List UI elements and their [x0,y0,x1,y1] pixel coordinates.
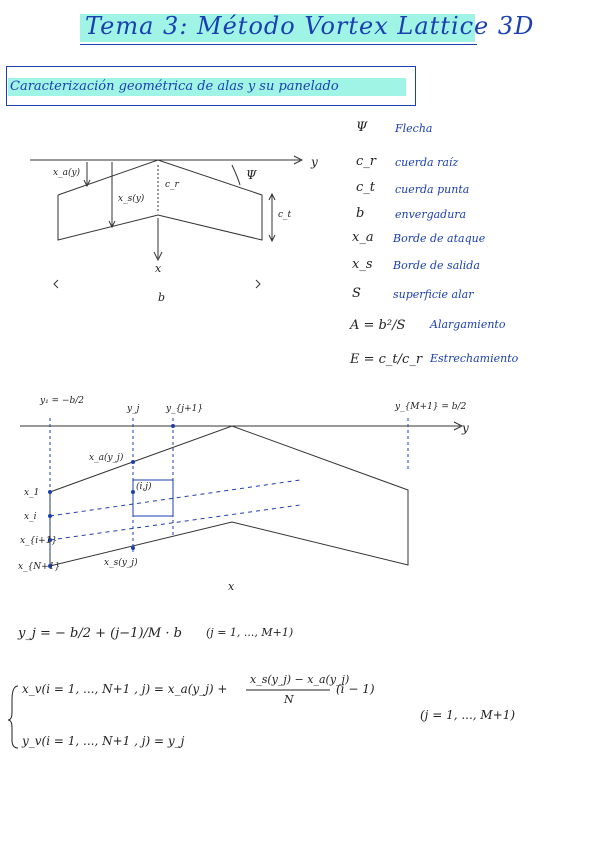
legend-definition: Estrechamiento [430,352,519,365]
legend-symbol: c_r [356,154,376,169]
equation-range: (j = 1, ..., M+1) [420,708,516,722]
ct-label: c_t [278,210,292,220]
xs-yj-label: x_s(y_j) [104,558,138,568]
row-label: x_i [24,512,37,522]
wing-outline-1 [58,160,262,240]
equation-xv-denominator: N [284,693,294,706]
legend-symbol: S [352,286,361,301]
span-arrow-left [54,280,58,288]
legend-symbol: c_t [356,180,376,195]
section-subtitle: Caracterización geométrica de alas y su panelado [10,79,339,94]
legend-definition: Borde de ataque [393,232,486,245]
equation-yj-range: (j = 1, ..., M+1) [206,626,294,639]
panel-ij-label: (i,j) [136,482,152,492]
x-axis-label: x [155,262,162,275]
sweep-arc [232,165,240,185]
legend-definition: envergadura [395,208,467,221]
cr-label: c_r [165,180,179,190]
legend-symbol: b [356,206,365,221]
legend-symbol: A = b²/S [350,318,406,333]
yj-label: y_j [127,404,140,414]
equation-xv-left: x_v(i = 1, ..., N+1 , j) = x_a(y_j) + [22,682,228,696]
equation-yj: y_j = − b/2 + (j−1)/M · b [18,626,182,641]
legend-definition: Flecha [395,122,433,135]
legend-symbol: E = c_t/c_r [350,352,423,367]
sweep-label: Ψ [246,168,257,182]
span-label: b [158,291,166,304]
row-label: x_1 [24,488,40,498]
legend-definition: Borde de salida [393,259,480,272]
row-label: x_{N+1} [18,562,61,572]
y-axis-label: y [311,155,318,169]
panel-grid [50,418,408,566]
equation-xv-numerator: x_s(y_j) − x_a(y_j) [250,673,350,686]
equation-brace [8,686,18,748]
y-axis-label-2: y [462,421,469,435]
y-left-label: y₁ = −b/2 [40,396,85,406]
legend-definition: cuerda punta [395,183,470,196]
xa-yj-label: x_a(y_j) [89,453,124,463]
legend-definition: Alargamiento [430,318,506,331]
equation-xv-tail: (i − 1) [336,682,375,696]
legend-definition: superficie alar [393,288,474,301]
legend-symbol: Ψ [356,120,368,135]
legend-symbol: x_a [352,230,374,245]
row-label: x_{i+1} [20,536,58,546]
page-title: Tema 3: Método Vortex Lattice 3D [85,12,535,40]
grid-nodes [48,424,175,568]
wing-planform-2 [20,422,462,566]
y-right-label: y_{M+1} = b/2 [395,402,467,412]
equation-yv: y_v(i = 1, ..., N+1 , j) = y_j [22,734,185,748]
x-axis-label-2: x [228,580,235,593]
yj1-label: y_{j+1} [166,404,204,414]
xs-label: x_s(y) [118,194,145,204]
legend-definition: cuerda raíz [395,156,459,169]
wing-outline-2 [50,426,408,566]
legend-symbol: x_s [352,257,373,272]
xa-label: x_a(y) [53,168,81,178]
span-arrow-right [256,280,260,288]
